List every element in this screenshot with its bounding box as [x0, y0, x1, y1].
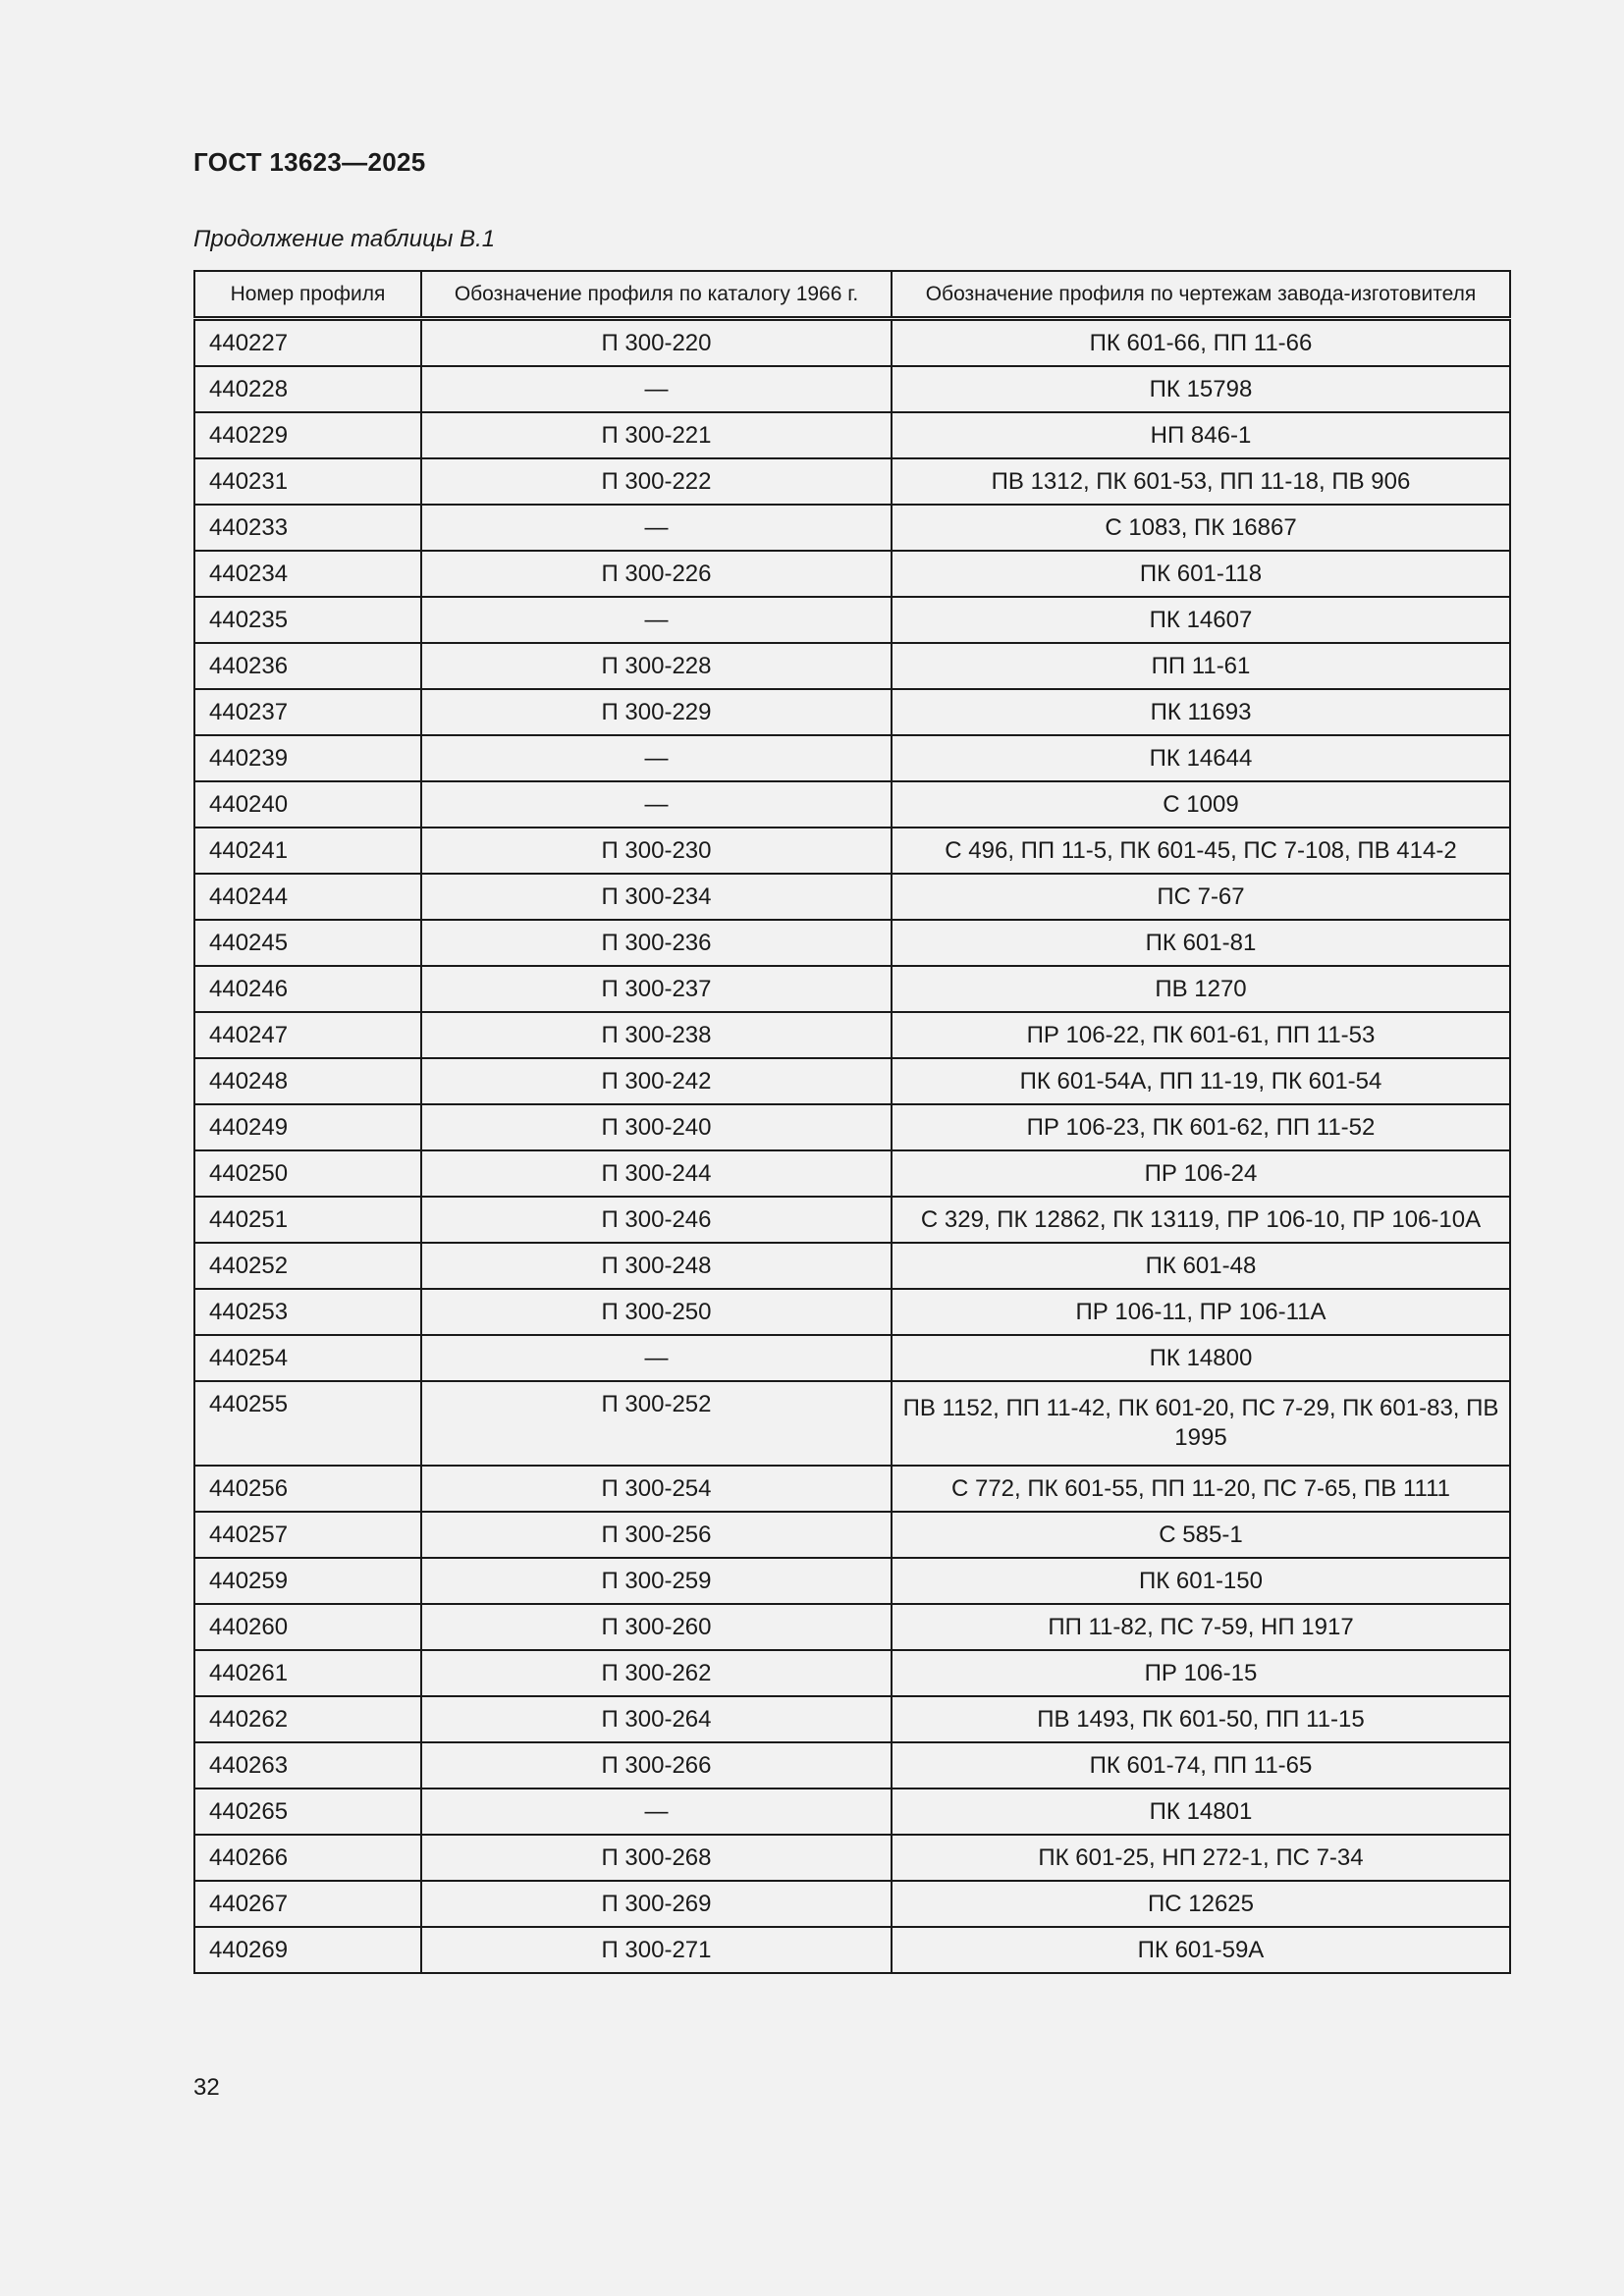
cell-catalog-designation: —: [421, 597, 892, 643]
cell-catalog-designation: П 300-240: [421, 1104, 892, 1150]
table-row: [194, 1881, 1510, 1927]
cell-profile-number: 440227: [194, 319, 421, 367]
cell-profile-number: 440249: [194, 1104, 421, 1150]
table-row: [194, 643, 1510, 689]
table-row: [194, 551, 1510, 597]
cell-catalog-designation: П 300-230: [421, 828, 892, 874]
cell-catalog-designation: П 300-246: [421, 1197, 892, 1243]
cell-factory-designation: ПК 601-66, ПП 11-66: [892, 319, 1510, 367]
table-row: [194, 1466, 1510, 1512]
table-body: [194, 319, 1510, 1974]
cell-factory-designation: ПК 14800: [892, 1335, 1510, 1381]
table-row: [194, 1012, 1510, 1058]
cell-catalog-designation: П 300-268: [421, 1835, 892, 1881]
cell-factory-designation: ПР 106-22, ПК 601-61, ПП 11-53: [892, 1012, 1510, 1058]
cell-factory-designation: ПК 601-74, ПП 11-65: [892, 1742, 1510, 1789]
cell-catalog-designation: П 300-248: [421, 1243, 892, 1289]
cell-catalog-designation: —: [421, 735, 892, 781]
table-row: [194, 966, 1510, 1012]
cell-profile-number: 440239: [194, 735, 421, 781]
table-row: [194, 828, 1510, 874]
cell-catalog-designation: П 300-260: [421, 1604, 892, 1650]
cell-factory-designation: ПК 601-48: [892, 1243, 1510, 1289]
table-row: [194, 874, 1510, 920]
cell-catalog-designation: П 300-262: [421, 1650, 892, 1696]
cell-factory-designation: ПР 106-24: [892, 1150, 1510, 1197]
cell-factory-designation: ПВ 1152, ПП 11-42, ПК 601-20, ПС 7-29, ПК 601-83, ПВ 1995: [892, 1381, 1510, 1466]
cell-catalog-designation: П 300-252: [421, 1381, 892, 1466]
cell-factory-designation: ПК 601-81: [892, 920, 1510, 966]
cell-factory-designation: ПВ 1493, ПК 601-50, ПП 11-15: [892, 1696, 1510, 1742]
cell-catalog-designation: П 300-229: [421, 689, 892, 735]
cell-catalog-designation: П 300-237: [421, 966, 892, 1012]
cell-catalog-designation: П 300-269: [421, 1881, 892, 1927]
table-row: [194, 1243, 1510, 1289]
cell-profile-number: 440265: [194, 1789, 421, 1835]
column-header-factory-drawings: Обозначение профиля по чертежам завода-изготовителя: [892, 271, 1510, 319]
cell-factory-designation: ПР 106-15: [892, 1650, 1510, 1696]
cell-factory-designation: С 1083, ПК 16867: [892, 505, 1510, 551]
table-row: [194, 412, 1510, 458]
cell-catalog-designation: —: [421, 1789, 892, 1835]
cell-factory-designation: ПК 11693: [892, 689, 1510, 735]
page-number: 32: [193, 2074, 220, 2101]
cell-factory-designation: С 772, ПК 601-55, ПП 11-20, ПС 7-65, ПВ 1111: [892, 1466, 1510, 1512]
cell-profile-number: 440234: [194, 551, 421, 597]
cell-catalog-designation: П 300-228: [421, 643, 892, 689]
table-row: [194, 1696, 1510, 1742]
cell-profile-number: 440244: [194, 874, 421, 920]
cell-profile-number: 440248: [194, 1058, 421, 1104]
table-row: [194, 319, 1510, 367]
table-row: [194, 1789, 1510, 1835]
table-row: [194, 1289, 1510, 1335]
cell-factory-designation: ПК 601-25, НП 272-1, ПС 7-34: [892, 1835, 1510, 1881]
cell-factory-designation: ПС 12625: [892, 1881, 1510, 1927]
cell-profile-number: 440261: [194, 1650, 421, 1696]
table-row: [194, 1150, 1510, 1197]
cell-catalog-designation: П 300-264: [421, 1696, 892, 1742]
table-row: [194, 1742, 1510, 1789]
cell-catalog-designation: —: [421, 505, 892, 551]
cell-profile-number: 440259: [194, 1558, 421, 1604]
cell-profile-number: 440233: [194, 505, 421, 551]
cell-catalog-designation: П 300-271: [421, 1927, 892, 1973]
cell-factory-designation: ПП 11-82, ПС 7-59, НП 1917: [892, 1604, 1510, 1650]
cell-catalog-designation: П 300-221: [421, 412, 892, 458]
cell-catalog-designation: П 300-256: [421, 1512, 892, 1558]
cell-profile-number: 440241: [194, 828, 421, 874]
cell-catalog-designation: —: [421, 781, 892, 828]
cell-factory-designation: ПР 106-23, ПК 601-62, ПП 11-52: [892, 1104, 1510, 1150]
table-row: [194, 1927, 1510, 1973]
cell-profile-number: 440231: [194, 458, 421, 505]
cell-profile-number: 440250: [194, 1150, 421, 1197]
column-header-profile-number: Номер профиля: [194, 271, 421, 319]
cell-factory-designation: ПП 11-61: [892, 643, 1510, 689]
cell-catalog-designation: П 300-236: [421, 920, 892, 966]
cell-factory-designation: ПК 14607: [892, 597, 1510, 643]
document-header: ГОСТ 13623—2025: [193, 147, 426, 177]
column-header-catalog-1966: Обозначение профиля по каталогу 1966 г.: [421, 271, 892, 319]
table-row: [194, 1835, 1510, 1881]
table-row: [194, 1381, 1510, 1466]
cell-factory-designation: С 329, ПК 12862, ПК 13119, ПР 106-10, ПР 106-10А: [892, 1197, 1510, 1243]
table-row: [194, 505, 1510, 551]
cell-profile-number: 440245: [194, 920, 421, 966]
table-row: [194, 1558, 1510, 1604]
cell-catalog-designation: П 300-238: [421, 1012, 892, 1058]
cell-profile-number: 440237: [194, 689, 421, 735]
table-row: [194, 1058, 1510, 1104]
cell-catalog-designation: —: [421, 366, 892, 412]
cell-factory-designation: С 496, ПП 11-5, ПК 601-45, ПС 7-108, ПВ 414-2: [892, 828, 1510, 874]
cell-profile-number: 440256: [194, 1466, 421, 1512]
cell-profile-number: 440257: [194, 1512, 421, 1558]
table-row: [194, 1197, 1510, 1243]
table-row: [194, 1650, 1510, 1696]
table-row: [194, 366, 1510, 412]
cell-profile-number: 440228: [194, 366, 421, 412]
cell-catalog-designation: П 300-234: [421, 874, 892, 920]
cell-factory-designation: ПК 14801: [892, 1789, 1510, 1835]
table-header-row: [194, 271, 1510, 319]
cell-factory-designation: ПК 601-59А: [892, 1927, 1510, 1973]
cell-catalog-designation: П 300-222: [421, 458, 892, 505]
cell-profile-number: 440252: [194, 1243, 421, 1289]
cell-profile-number: 440263: [194, 1742, 421, 1789]
cell-profile-number: 440247: [194, 1012, 421, 1058]
cell-profile-number: 440253: [194, 1289, 421, 1335]
table-row: [194, 458, 1510, 505]
cell-factory-designation: НП 846-1: [892, 412, 1510, 458]
cell-profile-number: 440254: [194, 1335, 421, 1381]
cell-factory-designation: ПК 14644: [892, 735, 1510, 781]
cell-profile-number: 440267: [194, 1881, 421, 1927]
cell-profile-number: 440260: [194, 1604, 421, 1650]
cell-profile-number: 440236: [194, 643, 421, 689]
cell-profile-number: 440240: [194, 781, 421, 828]
cell-profile-number: 440235: [194, 597, 421, 643]
table-row: [194, 1512, 1510, 1558]
cell-profile-number: 440229: [194, 412, 421, 458]
cell-factory-designation: С 1009: [892, 781, 1510, 828]
table-row: [194, 1104, 1510, 1150]
profile-table: [193, 270, 1511, 1974]
cell-profile-number: 440251: [194, 1197, 421, 1243]
cell-factory-designation: ПК 601-150: [892, 1558, 1510, 1604]
cell-catalog-designation: П 300-254: [421, 1466, 892, 1512]
cell-factory-designation: ПС 7-67: [892, 874, 1510, 920]
cell-profile-number: 440255: [194, 1381, 421, 1466]
cell-factory-designation: ПВ 1312, ПК 601-53, ПП 11-18, ПВ 906: [892, 458, 1510, 505]
table-caption: Продолжение таблицы В.1: [193, 226, 496, 252]
profile-table-container: [193, 270, 1509, 1974]
cell-factory-designation: ПВ 1270: [892, 966, 1510, 1012]
cell-catalog-designation: П 300-259: [421, 1558, 892, 1604]
cell-factory-designation: ПК 601-118: [892, 551, 1510, 597]
cell-catalog-designation: П 300-242: [421, 1058, 892, 1104]
cell-catalog-designation: П 300-250: [421, 1289, 892, 1335]
cell-profile-number: 440246: [194, 966, 421, 1012]
cell-profile-number: 440266: [194, 1835, 421, 1881]
cell-catalog-designation: —: [421, 1335, 892, 1381]
cell-catalog-designation: П 300-266: [421, 1742, 892, 1789]
cell-factory-designation: ПР 106-11, ПР 106-11А: [892, 1289, 1510, 1335]
cell-profile-number: 440262: [194, 1696, 421, 1742]
cell-factory-designation: ПК 601-54А, ПП 11-19, ПК 601-54: [892, 1058, 1510, 1104]
cell-catalog-designation: П 300-244: [421, 1150, 892, 1197]
table-row: [194, 597, 1510, 643]
cell-factory-designation: С 585-1: [892, 1512, 1510, 1558]
cell-catalog-designation: П 300-226: [421, 551, 892, 597]
table-row: [194, 781, 1510, 828]
table-row: [194, 920, 1510, 966]
cell-factory-designation: ПК 15798: [892, 366, 1510, 412]
table-row: [194, 735, 1510, 781]
table-row: [194, 1335, 1510, 1381]
table-row: [194, 689, 1510, 735]
table-row: [194, 1604, 1510, 1650]
cell-catalog-designation: П 300-220: [421, 319, 892, 367]
cell-profile-number: 440269: [194, 1927, 421, 1973]
